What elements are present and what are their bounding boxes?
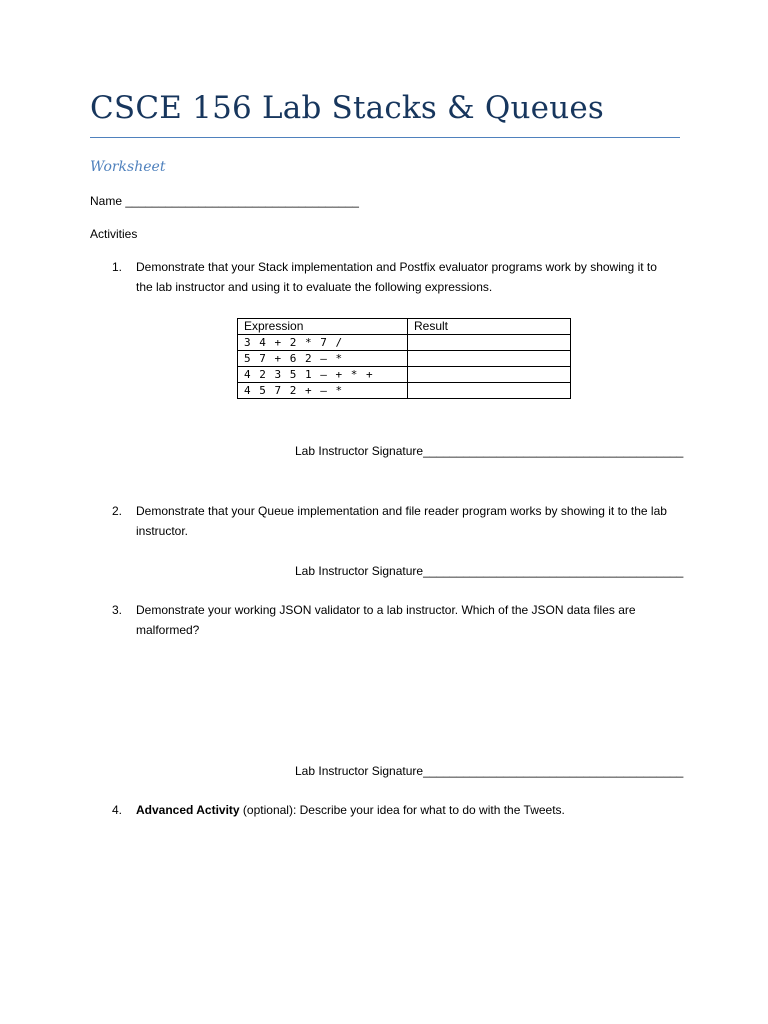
result-cell[interactable] — [408, 383, 571, 399]
signature-line-3: Lab Instructor Signature_______________________________________ — [295, 764, 684, 778]
item-text — [136, 800, 676, 820]
table-row — [238, 367, 571, 383]
result-cell[interactable] — [408, 335, 571, 351]
expression-cell: 4 5 7 2 + – * — [238, 383, 408, 399]
result-cell[interactable] — [408, 351, 571, 367]
item-text: Demonstrate that your Stack implementation and Postfix evaluator programs work by showing it to the lab instructor and using it to evaluate the following expressions. — [136, 260, 657, 294]
name-field-line: Name ___________________________________ — [90, 194, 359, 208]
item-number: 2. — [112, 504, 123, 518]
table-header-row — [238, 319, 571, 335]
page-title: CSCE 156 Lab Stacks & Queues — [90, 90, 605, 126]
item-text: Demonstrate that your Queue implementation and file reader program works by showing it to the lab instructor. — [136, 504, 667, 538]
activities-heading: Activities — [90, 227, 138, 241]
table-header-expression: Expression — [238, 319, 408, 335]
expression-cell: 3 4 + 2 * 7 / — [238, 335, 408, 351]
table-row — [238, 335, 571, 351]
item-number: 4. — [112, 803, 123, 817]
expression-cell: 4 2 3 5 1 – + * + — [238, 367, 408, 383]
page-subtitle: Worksheet — [90, 159, 166, 175]
title-divider — [90, 137, 680, 138]
expression-table — [237, 318, 571, 399]
item-text: Demonstrate your working JSON validator to a lab instructor. Which of the JSON data files are malformed? — [136, 603, 636, 637]
item-number: 3. — [112, 603, 123, 617]
table-header-result: Result — [408, 319, 571, 335]
result-cell[interactable] — [408, 367, 571, 383]
table-row — [238, 351, 571, 367]
item-number: 1. — [112, 260, 123, 274]
item-rest-text: (optional): Describe your idea for what to do with the Tweets. — [239, 803, 565, 817]
signature-line-1: Lab Instructor Signature_______________________________________ — [295, 444, 684, 458]
item-bold-text: Advanced Activity — [136, 803, 240, 817]
table-row — [238, 383, 571, 399]
expression-cell: 5 7 + 6 2 – * — [238, 351, 408, 367]
signature-line-2: Lab Instructor Signature_______________________________________ — [295, 564, 684, 578]
